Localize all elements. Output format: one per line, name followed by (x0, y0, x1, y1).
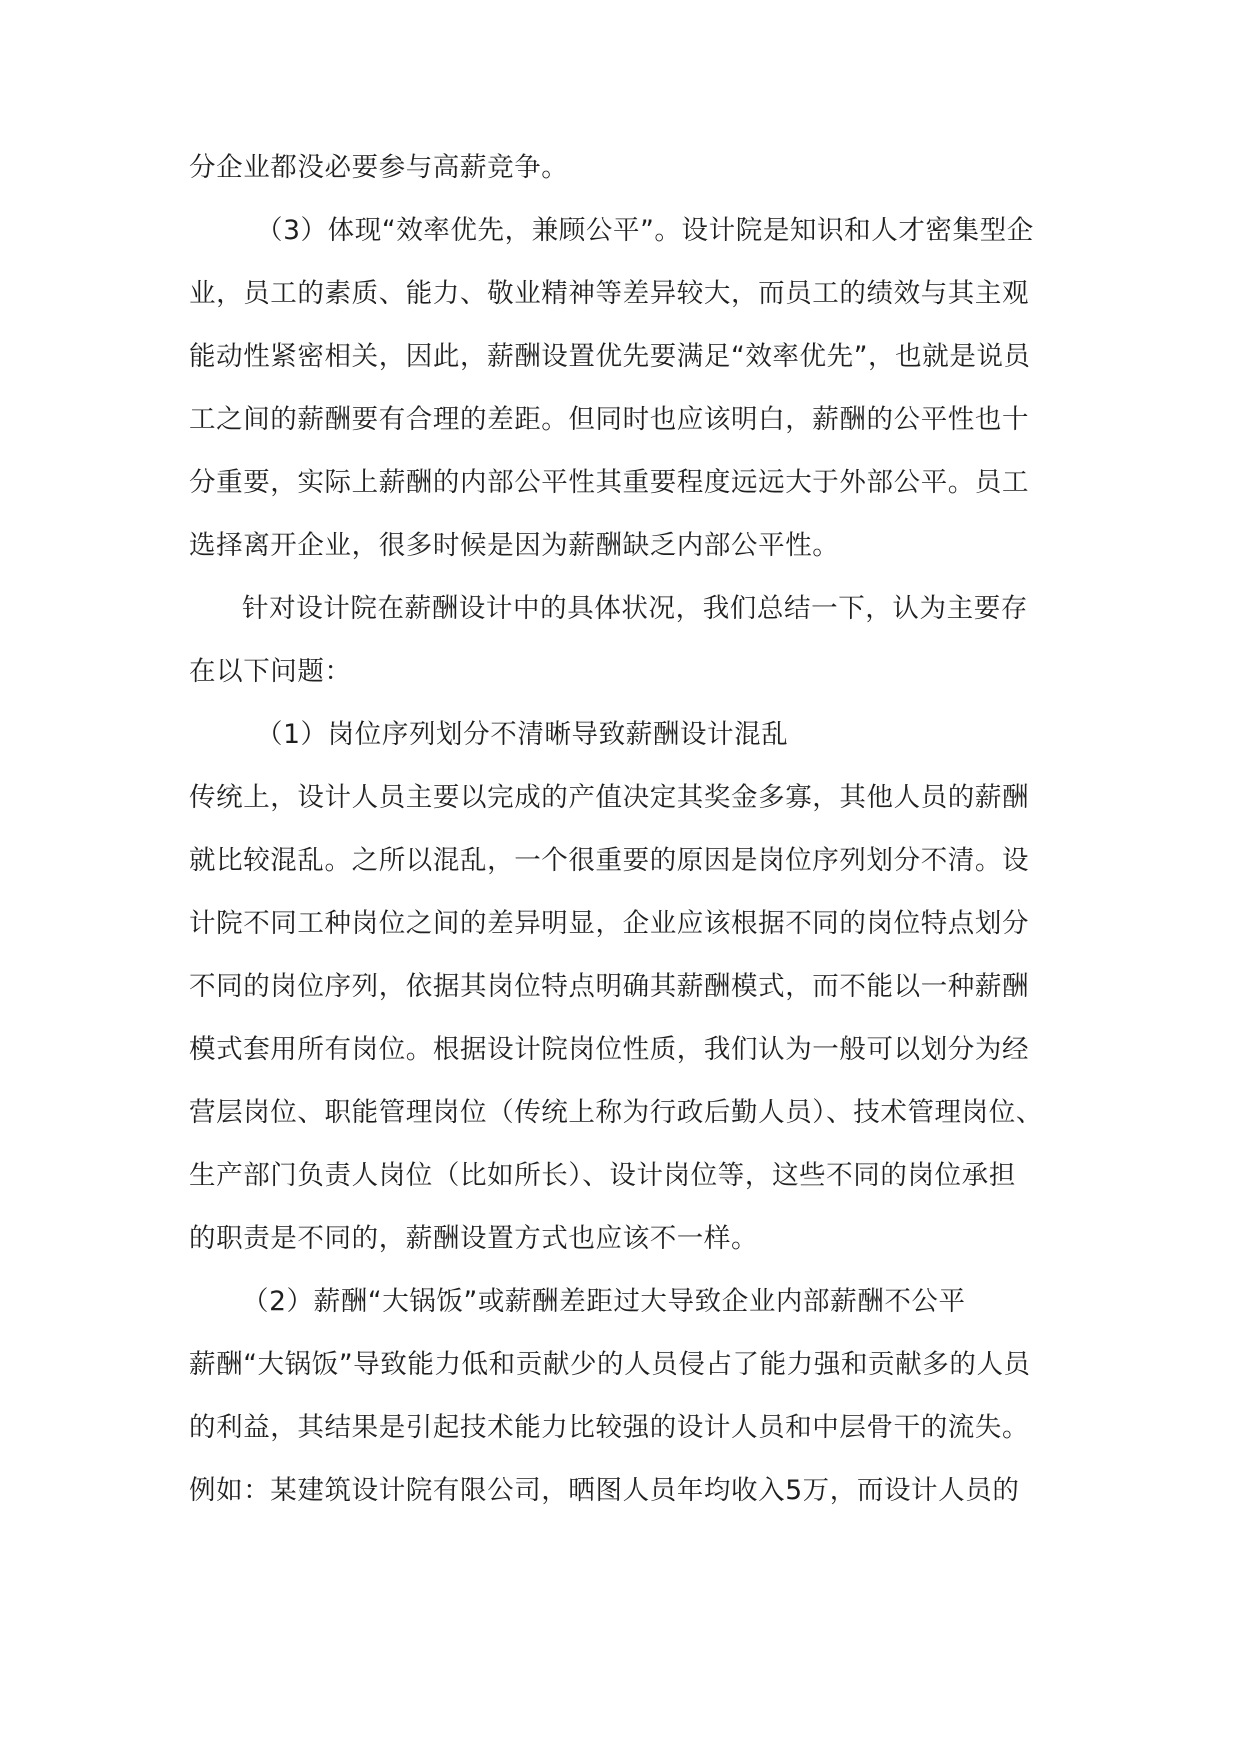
text-line: 能动性紧密相关，因此，薪酬设置优先要满足“效率优先”，也就是说员 (189, 341, 1031, 372)
text-line: 例如：某建筑设计院有限公司，晒图人员年均收入5万，而设计人员的 (189, 1475, 1020, 1506)
text-line: 的利益，其结果是引起技术能力比较强的设计人员和中层骨干的流失。 (189, 1412, 1030, 1443)
text-line: 薪酬“大锅饭”导致能力低和贡献少的人员侵占了能力强和贡献多的人员 (189, 1349, 1031, 1380)
text-line: 工之间的薪酬要有合理的差距。但同时也应该明白，薪酬的公平性也十 (189, 404, 1030, 435)
text-line: 分重要，实际上薪酬的内部公平性其重要程度远远大于外部公平。员工 (189, 467, 1030, 498)
text-line: 针对设计院在薪酬设计中的具体状况，我们总结一下，认为主要存 (242, 593, 1028, 624)
text-line: （1）岗位序列划分不清晰导致薪酬设计混乱 (256, 719, 789, 750)
text-line: （3）体现“效率优先，兼顾公平”。设计院是知识和人才密集型企 (256, 215, 1034, 246)
text-line: 模式套用所有岗位。根据设计院岗位性质，我们认为一般可以划分为经 (189, 1034, 1030, 1065)
text-line: 传统上，设计人员主要以完成的产值决定其奖金多寡，其他人员的薪酬 (189, 782, 1030, 813)
text-line: 就比较混乱。之所以混乱，一个很重要的原因是岗位序列划分不清。设 (189, 845, 1030, 876)
text-line: 业，员工的素质、能力、敬业精神等差异较大，而员工的绩效与其主观 (189, 278, 1030, 309)
text-line: 营层岗位、职能管理岗位（传统上称为行政后勤人员）、技术管理岗位、 (189, 1097, 1043, 1128)
text-line: 计院不同工种岗位之间的差异明显，企业应该根据不同的岗位特点划分 (189, 908, 1030, 939)
text-line: 生产部门负责人岗位（比如所长）、设计岗位等，这些不同的岗位承担 (189, 1160, 1016, 1191)
text-line: 分企业都没必要参与高薪竞争。 (189, 152, 569, 183)
text-line: 选择离开企业，很多时候是因为薪酬缺乏内部公平性。 (189, 530, 840, 561)
text-line: 的职责是不同的，薪酬设置方式也应该不一样。 (189, 1223, 759, 1254)
text-line: 不同的岗位序列，依据其岗位特点明确其薪酬模式，而不能以一种薪酬 (189, 971, 1030, 1002)
text-line: 在以下问题： (189, 656, 352, 687)
text-line: （2）薪酬“大锅饭”或薪酬差距过大导致企业内部薪酬不公平 (242, 1286, 966, 1317)
